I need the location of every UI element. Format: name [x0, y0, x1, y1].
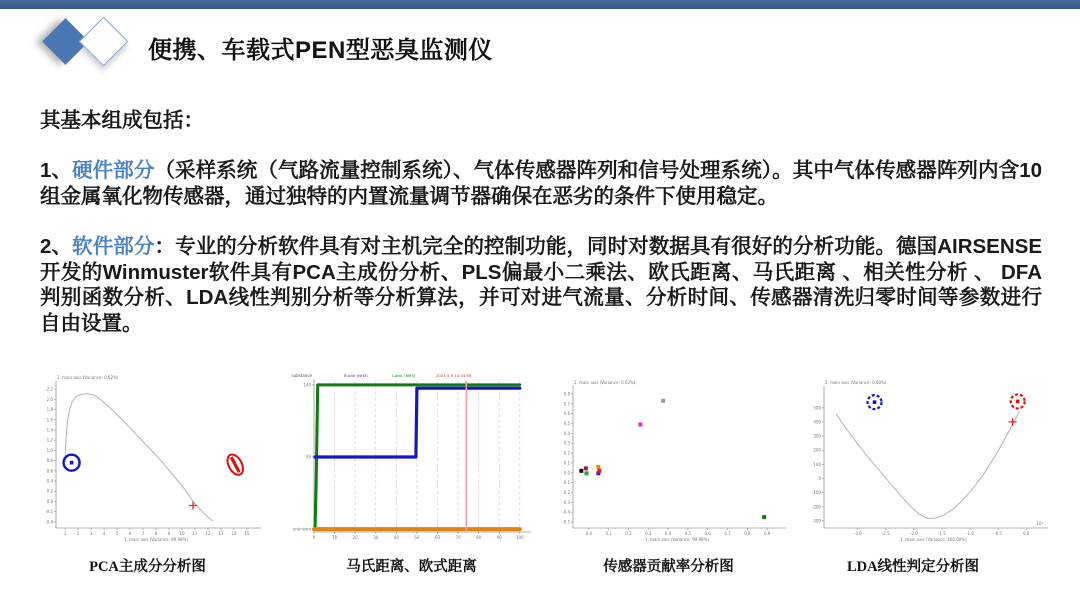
svg-text:15: 15: [244, 531, 250, 536]
pca-chart: [30, 373, 265, 543]
svg-text:0.8: 0.8: [744, 531, 751, 536]
svg-text:70: 70: [455, 535, 461, 540]
svg-text:3: 3: [89, 531, 93, 536]
svg-text:6: 6: [128, 531, 132, 536]
svg-text:-0.5: -0.5: [994, 531, 1002, 536]
svg-text:-0.3: -0.3: [562, 499, 570, 505]
svg-text:10: 10: [179, 531, 185, 536]
svg-text:50: 50: [414, 535, 420, 540]
svg-text:0: 0: [312, 535, 316, 540]
svg-text:0.3: 0.3: [645, 531, 652, 536]
svg-text:1.8: 1.8: [46, 407, 53, 413]
svg-text:30: 30: [373, 535, 379, 540]
svg-text:8: 8: [154, 531, 158, 536]
svg-text:0.0: 0.0: [46, 498, 53, 504]
lda-chart: [798, 378, 1052, 543]
svg-text:-100: -100: [811, 490, 821, 496]
svg-text:-2.0: -2.0: [909, 531, 918, 536]
contribution-chart-caption: 传感器贡献率分析图: [603, 559, 734, 575]
svg-text:60: 60: [434, 535, 441, 540]
svg-text:substance: substance: [291, 373, 312, 378]
svg-text:Euclid (NH3): Euclid (NH3): [344, 373, 368, 378]
top-accent-bar: [0, 0, 1080, 9]
svg-text:2. main axis (Variance: 0.02%): 2. main axis (Variance: 0.02%): [574, 380, 636, 385]
svg-text:unknown: unknown: [292, 526, 311, 532]
svg-text:2.0: 2.0: [46, 396, 53, 402]
svg-text:100: 100: [813, 461, 821, 467]
item-keyword: 软件部分: [72, 235, 155, 258]
svg-text:-0.4: -0.4: [562, 509, 570, 515]
svg-text:1.0: 1.0: [46, 447, 53, 453]
svg-text:0.3: 0.3: [563, 440, 570, 446]
item-text: （采样系统（气路流量控制系统）、气体传感器阵列和信号处理系统）。其中气体传感器阵列内含10组金属氧化物传感器，通过独特的内置流量调节器确保在恶劣的条件下使用稳定。: [40, 159, 1042, 208]
svg-text:1.4: 1.4: [46, 427, 53, 433]
item-number: 2、: [40, 235, 73, 258]
svg-text:2. main axis (Variance: 0.00%): 2. main axis (Variance: 0.00%): [825, 380, 887, 385]
svg-text:2. main axis (Variance: 0.02%): 2. main axis (Variance: 0.02%): [57, 375, 119, 380]
svg-text:0.0: 0.0: [563, 470, 570, 476]
svg-text:39: 39: [305, 454, 311, 460]
svg-text:0.6: 0.6: [563, 411, 570, 417]
svg-text:5: 5: [115, 531, 119, 536]
svg-text:12: 12: [205, 531, 211, 536]
svg-text:0.9: 0.9: [763, 531, 771, 536]
svg-text:-1.5: -1.5: [938, 531, 946, 536]
svg-text:1. main axis (Variance: 99.98%: 1. main axis (Variance: 99.98%): [124, 537, 188, 542]
svg-text:200: 200: [813, 447, 821, 453]
slide-title: 便携、车载式PEN型恶臭监测仪: [148, 37, 493, 64]
svg-text:-0.1: -0.1: [562, 480, 570, 486]
item-number: 1、: [40, 159, 73, 182]
svg-text:13: 13: [218, 531, 224, 536]
svg-text:0.8: 0.8: [46, 458, 53, 464]
svg-text:10³: 10³: [1036, 521, 1043, 526]
svg-text:80: 80: [476, 535, 482, 540]
svg-text:300: 300: [813, 433, 821, 439]
svg-text:0.1: 0.1: [563, 460, 570, 466]
svg-text:1.2: 1.2: [46, 437, 53, 443]
svg-text:10: 10: [332, 535, 338, 540]
svg-text:9: 9: [167, 531, 171, 536]
svg-text:2: 2: [76, 531, 80, 536]
svg-text:-0.4: -0.4: [45, 519, 53, 525]
svg-text:1. main axis (Variance: 100.00: 1. main axis (Variance: 100.00%): [900, 537, 967, 542]
svg-text:400: 400: [813, 419, 821, 425]
svg-text:-0.2: -0.2: [562, 490, 570, 496]
svg-text:0.7: 0.7: [724, 531, 731, 536]
svg-text:0.1: 0.1: [605, 531, 612, 536]
slide-logo: [36, 12, 146, 84]
svg-text:1.6: 1.6: [46, 417, 53, 423]
svg-text:7: 7: [141, 531, 145, 536]
component-item-hardware: [40, 158, 1042, 209]
distance-chart-caption: 马氏距离、欧式距离: [346, 559, 477, 575]
svg-text:0.0: 0.0: [585, 531, 593, 536]
svg-text:100: 100: [516, 535, 524, 540]
svg-text:-0.2: -0.2: [45, 509, 53, 515]
component-item-software: [40, 234, 1042, 336]
svg-text:0.2: 0.2: [563, 450, 570, 456]
svg-text:2021-9-9 14:34:56: 2021-9-9 14:34:56: [436, 373, 472, 378]
svg-text:90: 90: [496, 535, 502, 540]
distance-chart: [288, 371, 535, 547]
svg-text:-2.5: -2.5: [881, 531, 890, 536]
svg-text:2.2: 2.2: [46, 386, 53, 392]
svg-text:-1.0: -1.0: [966, 531, 974, 536]
svg-text:0.6: 0.6: [704, 531, 711, 536]
svg-text:0.5: 0.5: [563, 420, 570, 426]
contribution-chart: [547, 378, 790, 543]
svg-text:14: 14: [231, 531, 237, 536]
svg-text:500: 500: [813, 405, 821, 411]
svg-text:4: 4: [102, 531, 106, 536]
svg-text:0.4: 0.4: [664, 531, 672, 536]
svg-text:0.2: 0.2: [46, 488, 53, 494]
svg-text:1: 1: [63, 531, 67, 536]
svg-text:1. main axis (Variance: 99.98%: 1. main axis (Variance: 99.98%): [645, 537, 709, 542]
svg-text:-0.5: -0.5: [562, 519, 570, 525]
svg-text:0: 0: [818, 476, 821, 482]
pca-chart-caption: PCA主成分分析图: [89, 559, 206, 575]
svg-text:Canb. (NH3): Canb. (NH3): [392, 373, 416, 378]
svg-text:0.7: 0.7: [563, 401, 570, 407]
svg-text:-200: -200: [811, 504, 821, 510]
item-text: ：专业的分析软件具有对主机完全的控制功能，同时对数据具有很好的分析功能。德国AIRSENSE开发的Winmuster软件具有PCA主成份分析、PLS偏最小二乘法、欧氏距离、马氏距离 、相关性分析 、 DFA 判别函数分析、LDA线性判别分析等分析算法，并可对进气流量、分析时间、传感器清洗归零时间等参数进行自由设置。: [40, 235, 1042, 335]
item-keyword: 硬件部分: [72, 159, 155, 182]
svg-text:40: 40: [393, 535, 399, 540]
diamond-white-icon: [79, 17, 128, 66]
svg-text:0.8: 0.8: [563, 391, 570, 397]
svg-text:140: 140: [303, 382, 311, 388]
svg-text:0.4: 0.4: [563, 430, 570, 436]
svg-text:0.5: 0.5: [684, 531, 692, 536]
svg-text:0.6: 0.6: [46, 468, 53, 474]
svg-text:-3.0: -3.0: [853, 531, 862, 536]
intro-text: 其基本组成包括：: [40, 109, 204, 132]
svg-text:11: 11: [192, 531, 198, 536]
lda-chart-caption: LDA线性判定分析图: [846, 559, 980, 575]
svg-text:0.4: 0.4: [46, 478, 53, 484]
svg-text:0.2: 0.2: [625, 531, 632, 536]
svg-text:20: 20: [352, 535, 358, 540]
svg-text:-300: -300: [811, 518, 821, 524]
svg-text:0.0: 0.0: [1022, 531, 1030, 536]
